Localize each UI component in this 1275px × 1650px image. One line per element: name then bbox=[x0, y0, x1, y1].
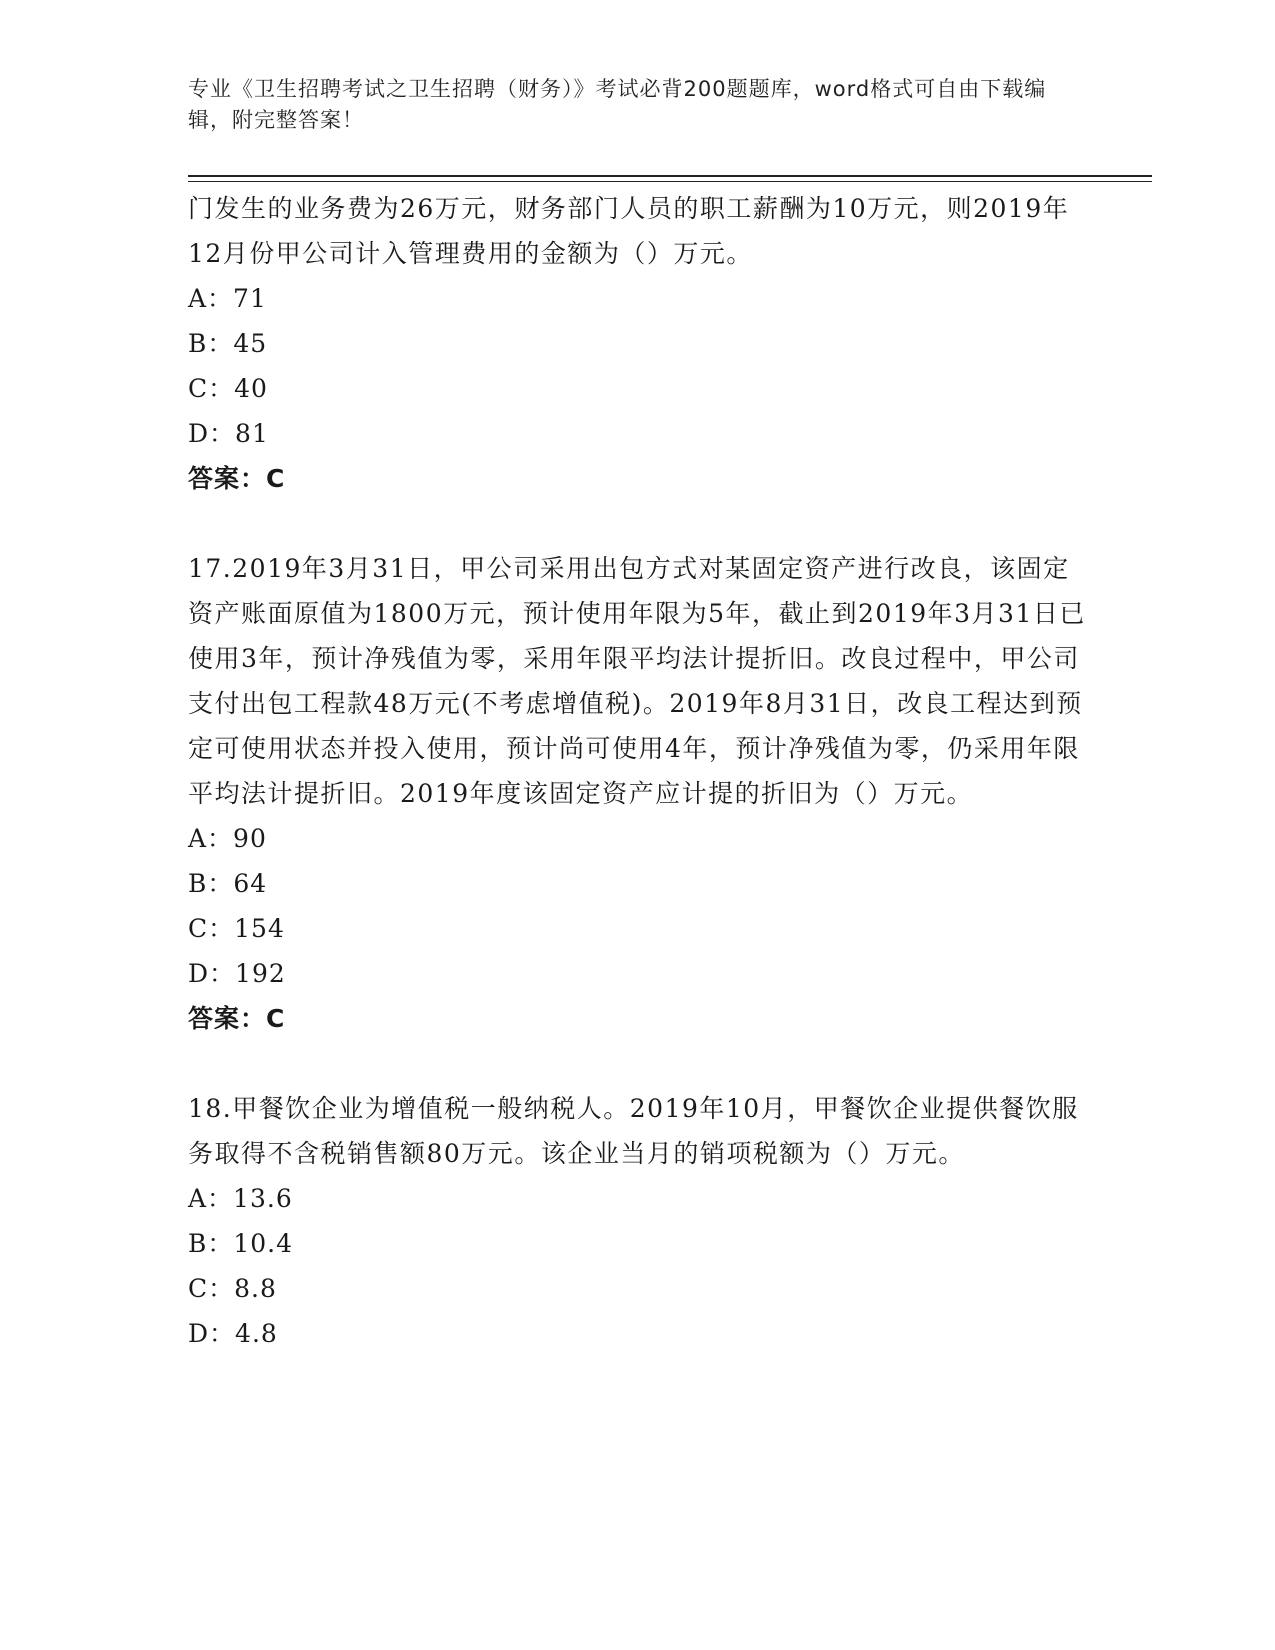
answer-line: 答案：C bbox=[188, 464, 286, 493]
question-block bbox=[188, 1086, 1088, 1356]
answer-line: 答案：C bbox=[188, 1004, 286, 1033]
question-block bbox=[188, 546, 1088, 1041]
option-a: A：71 bbox=[188, 284, 267, 313]
option-c: C：154 bbox=[188, 914, 285, 943]
question-stem: 18.甲餐饮企业为增值税一般纳税人。2019年10月，甲餐饮企业提供餐饮服务取得不含税销售额80万元。该企业当月的销项税额为（）万元。 bbox=[188, 1094, 1079, 1168]
option-d: D：81 bbox=[188, 419, 269, 448]
option-a: A：90 bbox=[188, 824, 267, 853]
option-b: B：64 bbox=[188, 869, 268, 898]
document-title: 专业《卫生招聘考试之卫生招聘（财务）》考试必背200题题库，word格式可自由下载编辑，附完整答案！ bbox=[188, 77, 1047, 132]
spacer bbox=[188, 501, 1088, 546]
header-divider-thick bbox=[188, 175, 1152, 177]
question-list bbox=[188, 186, 1088, 1356]
header-divider-thin bbox=[188, 181, 1152, 182]
option-c: C：40 bbox=[188, 374, 268, 403]
question-stem: 17.2019年3月31日，甲公司采用出包方式对某固定资产进行改良，该固定资产账面原值为1800万元，预计使用年限为5年，截止到2019年3月31日已使用3年，预计净残值为零，采用年限平均法计提折旧。改良过程中，甲公司支付出包工程款48万元(不考虑增值税)。2019年8月31日，改良工程达到预定可使用状态并投入使用，预计尚可使用4年，预计净残值为零，仍采用年限平均法计提折旧。2019年度该固定资产应计提的折旧为（）万元。 bbox=[188, 554, 1086, 808]
option-d: D：4.8 bbox=[188, 1319, 278, 1348]
option-b: B：10.4 bbox=[188, 1229, 294, 1258]
option-b: B：45 bbox=[188, 329, 268, 358]
option-c: C：8.8 bbox=[188, 1274, 277, 1303]
question-stem: 门发生的业务费为26万元，财务部门人员的职工薪酬为10万元，则2019年12月份甲公司计入管理费用的金额为（）万元。 bbox=[188, 194, 1070, 268]
document-header bbox=[188, 74, 1068, 136]
option-a: A：13.6 bbox=[188, 1184, 293, 1213]
option-d: D：192 bbox=[188, 959, 286, 988]
question-block bbox=[188, 186, 1088, 501]
spacer bbox=[188, 1041, 1088, 1086]
